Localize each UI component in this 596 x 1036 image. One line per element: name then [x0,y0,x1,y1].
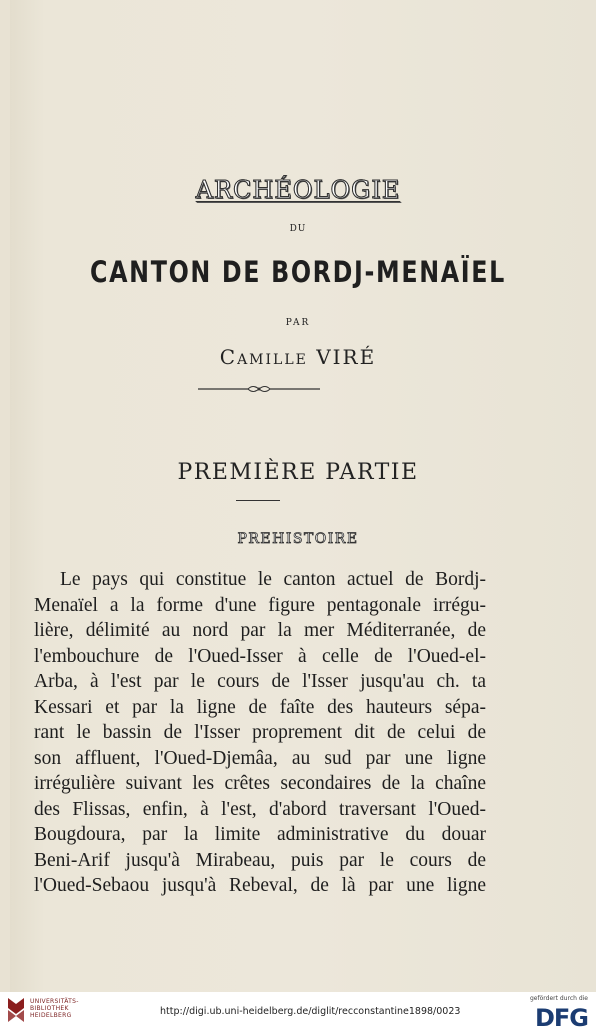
body-line: Beni-Arif jusqu'à Mirabeau, puis par le cours de [34,849,486,871]
dfg-logo[interactable]: DFG [534,1004,588,1032]
body-text [34,567,486,899]
body-line: Le pays qui constitue le canton actuel de Bordj- [60,569,486,590]
library-name-line: HEIDELBERG [30,1012,72,1019]
section-title: PREHISTOIRE [237,531,359,547]
funded-by-label: gefördert durch die [530,995,588,1002]
body-line: Bougdoura, par la limite administrative du douar [34,824,486,845]
ornament-divider-icon [198,382,320,396]
library-logo-icon[interactable] [6,996,26,1024]
body-line: des Flissas, enfin, à l'est, d'abord traversant l'Oued- [34,798,486,820]
permalink-url[interactable]: http://digi.ub.uni-heidelberg.de/diglit/recconstantine1898/0023 [160,1006,461,1017]
title-archeologie: ARCHÉOLOGIE [195,176,401,204]
section-rule [236,500,280,501]
body-line: l'embouchure de l'Oued-Isser à celle de l'Oued-el- [34,645,486,667]
body-line: rant le bassin de l'Isser proprement dit de celui de [34,722,486,743]
body-line: son affluent, l'Oued-Djemâa, au sud par une ligne [34,747,486,769]
body-line: Menaïel a la forme d'une figure pentagonale irrégu- [34,594,486,616]
body-line: Arba, à l'est par le cours de l'Isser jusqu'au ch. ta [34,671,486,692]
library-name-line: BIBLIOTHEK [30,1005,69,1012]
viewer-footer [0,992,596,1036]
body-line: l'Oued-Sebaou jusqu'à Rebeval, de là par une ligne [34,875,486,896]
title-canton: CANTON DE BORDJ-MENAÏEL [90,255,506,289]
library-name-line: UNIVERSITÄTS- [30,998,79,1005]
body-line: lière, délimité au nord par la mer Méditerranée, de [34,620,486,641]
library-name[interactable] [30,998,79,1019]
body-line: irrégulière suivant les crêtes secondaires de la chaîne [34,773,486,794]
body-line: Kessari et par la ligne de faîte des hauteurs sépa- [34,696,486,718]
title-du: DU [289,224,307,234]
author-name: Camille VIRÉ [219,345,377,369]
part-title: PREMIÈRE PARTIE [177,460,419,485]
author-par: PAR [285,318,311,328]
